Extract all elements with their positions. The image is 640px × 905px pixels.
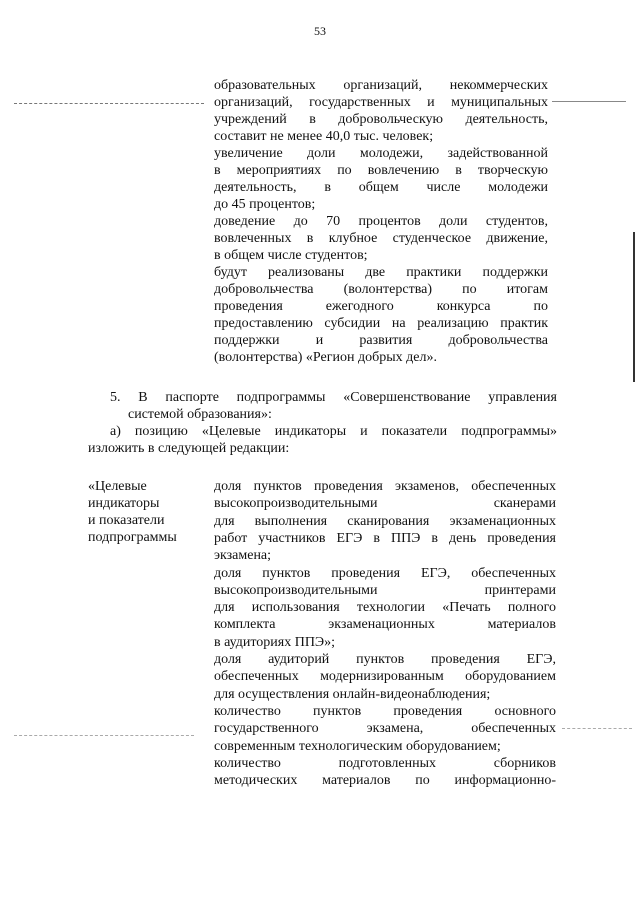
top-text-line: добровольчества (волонтерства) по итогам <box>214 282 548 297</box>
top-text-line: вовлеченных в клубное студенческое движение, <box>214 231 548 246</box>
top-text-line: составит не менее 40,0 тыс. человек; <box>214 129 434 144</box>
top-text-line: будут реализованы две практики поддержки <box>214 265 548 280</box>
top-text-line: (волонтерства) «Регион добрых дел». <box>214 350 437 365</box>
table-content-line: в аудиториях ППЭ»; <box>214 634 336 650</box>
section5-line3: а) позицию «Целевые индикаторы и показатели подпрограммы» <box>110 424 557 439</box>
table-content-line: современным технологическим оборудованием; <box>214 738 501 754</box>
page-number: 53 <box>314 24 326 38</box>
top-text-line: в мероприятиях по вовлечению в творческую <box>214 163 548 178</box>
table-content-line: количество подготовленных сборников <box>214 755 556 771</box>
table-content-line: для использования технологии «Печать полного <box>214 600 556 616</box>
table-label-line: и показатели <box>88 513 165 528</box>
top-text-line: доведение до 70 процентов доли студентов, <box>214 214 548 229</box>
table-content-line: работ участников ЕГЭ в ППЭ в день проведения <box>214 530 556 546</box>
table-content-line: для осуществления онлайн-видеонаблюдения; <box>214 686 491 702</box>
top-text-line: предоставлению субсидии на реализацию практик <box>214 316 548 331</box>
table-content-line: доля аудиторий пунктов проведения ЕГЭ, <box>214 652 556 667</box>
table-label-line: индикаторы <box>88 496 160 511</box>
table-content-line: доля пунктов проведения ЕГЭ, обеспеченных <box>214 565 556 581</box>
table-content-line: экзамена; <box>214 548 272 564</box>
top-text-line: образовательных организаций, некоммерческих <box>214 78 548 93</box>
top-text-line: деятельность, в общем числе молодежи <box>214 180 548 195</box>
section5-line4: изложить в следующей редакции: <box>88 441 290 456</box>
table-content-line: высокопроизводительными принтерами <box>214 582 556 598</box>
table-content-line: количество пунктов проведения основного <box>214 703 556 719</box>
top-text-line: поддержки и развития добровольчества <box>214 333 548 348</box>
table-content-line: доля пунктов проведения экзаменов, обеспеченных <box>214 479 556 494</box>
scan-line-right <box>552 101 626 102</box>
top-text-line: до 45 процентов; <box>214 197 316 212</box>
top-text-line: увеличение доли молодежи, задействованной <box>214 146 548 161</box>
scan-line-lower-right <box>562 728 632 729</box>
table-content-line: методических материалов по информационно- <box>214 773 556 789</box>
table-content-line: обеспеченных модернизированным оборудованием <box>214 669 556 685</box>
scan-edge-mark <box>633 232 635 382</box>
table-content-line: для выполнения сканирования экзаменационных <box>214 513 556 529</box>
top-text-line: учреждений в добровольческую деятельность, <box>214 112 548 127</box>
top-text-line: в общем числе студентов; <box>214 248 368 263</box>
scan-line-left <box>14 103 204 104</box>
table-content-line: высокопроизводительными сканерами <box>214 496 556 512</box>
table-label-line: подпрограммы <box>88 530 177 545</box>
section5-line1: 5. В паспорте подпрограммы «Совершенствование управления <box>110 390 557 405</box>
table-content-line: государственного экзамена, обеспеченных <box>214 721 556 737</box>
top-text-line: организаций, государственных и муниципальных <box>214 95 548 110</box>
top-text-line: проведения ежегодного конкурса по <box>214 299 548 314</box>
section5-line2: системой образования»: <box>128 407 272 422</box>
table-content-line: комплекта экзаменационных материалов <box>214 617 556 633</box>
table-label-line: «Целевые <box>88 479 147 494</box>
scan-line-lower-left <box>14 735 194 736</box>
